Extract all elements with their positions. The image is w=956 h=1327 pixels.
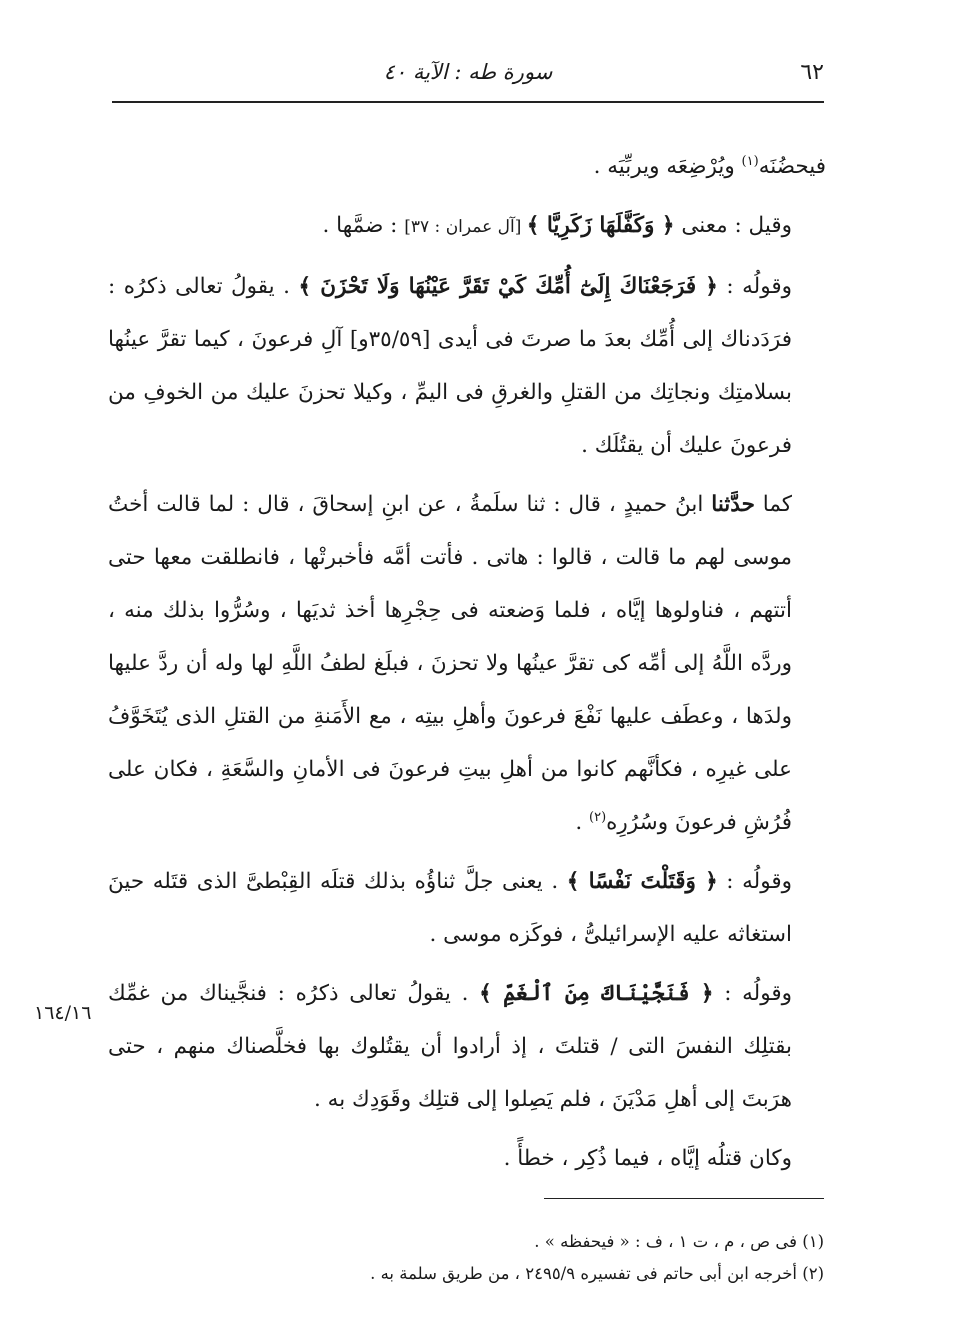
- quran-verse: ﴿ فَرَجَعْنَاكَ إِلَىٰٓ أُمِّكَ كَيْ تَقَرَّ عَيْنُهَا وَلَا تَحْزَنَ ﴾: [298, 274, 718, 299]
- footnote-2: (٢) أخرجه ابن أبى حاتم فى تفسيره ٢٤٩٥/٩ ، من طريق سلمة به .: [370, 1264, 824, 1283]
- footnote-rule: [544, 1198, 824, 1199]
- quran-verse: ﴿ وَقَتَلْتَ نَفْسًا ﴾: [566, 869, 718, 894]
- text-segment: وقولُه :: [713, 981, 793, 1006]
- page-number: ٦٢: [800, 60, 824, 85]
- text-segment: ابنُ حميدٍ ، قال : ثنا سلَمةُ ، عن ابنِ إسحاقَ ، قال : لما قالت أختُ موسى لهم ما قالت ، قالوا : هاتى . فأتت أمَّه فأخبرتْها ، فانطلقت معها حتى أتتهم ، فناولوها إيَّاه ، فلما وَضعته فى حِجْرِها أخذ ثديَها ، وسُرُّوا بذلك منه ، وردَّه اللَّهُ إلى أمِّه كى تقرَّ عينُها ولا تحزنَ ، فبلَغ لطفُ اللَّهِ لها وله أن ردَّ عليها ولدَها ، وعطَف عليها نَفْعَ فرعونَ وأهلِ بيتِه ، مع الأَمَنةِ من القتلِ الذى يُتَخَوَّفُ على غيرِه ، فكأنَّهم كانوا من أهلِ بيتِ فرعونَ فى الأمانِ والسَّعَةِ ، فكان على فُرُشِ فرعونَ وسُرُرِه: [108, 492, 792, 835]
- paragraph: [108, 478, 826, 849]
- running-title: سورة طه : الآية ٤٠: [383, 60, 553, 84]
- text-segment: فيحضُنَه: [758, 154, 826, 179]
- footnote-marker: (١): [741, 153, 759, 169]
- footnote-1: (١) فى ص ، م ، ت ١ ، ف : « فيحفظه » .: [534, 1232, 824, 1251]
- verse-reference: [آل عمران : ٣٧]: [404, 217, 527, 237]
- paragraph: [108, 140, 826, 193]
- header-rule: [112, 101, 824, 103]
- text-segment: ويُرْضِعَه ويربِّيَه .: [593, 154, 742, 179]
- text-segment: وقولُه :: [717, 869, 792, 894]
- footnotes: [112, 1226, 824, 1290]
- margin-reference: ١٦٤/١٦: [34, 1002, 92, 1024]
- quran-verse: ﴿ فَنَجَّيْنَاكَ مِنَ ٱلْغَمِّ ﴾: [479, 981, 714, 1006]
- quran-verse: ﴿ وَكَفَّلَهَا زَكَرِيَّا ﴾: [526, 213, 675, 238]
- text-segment: . يقولُ تعالى ذكرُه : فنجَّيناك من غمِّك بقتلِك النفسَ التى / قتلتَ ، إذ أرادوا أن يقتُلوك بها فخلَّصناك منهم ، حتى هرَبتَ إلى أهلِ مَدْيَنَ ، فلم يَصِلوا إلى قتلِك وقَوَدِك به .: [108, 981, 792, 1112]
- text-segment: . يعنى جلَّ ثناؤُه بذلك قتلَه القِبْطىَّ الذى قتَله حينَ استغاثه عليه الإسرائيلىُّ ، فوكَزه موسى .: [108, 869, 792, 947]
- paragraph: [108, 967, 826, 1126]
- text-segment: . يقولُ تعالى ذكرُه : فرَدَدناك إلى أُمِّك بعدَ ما صرتَ فى أيدى [٣٥/٥٩و] آلِ فرعونَ ، كيما تقرَّ عينُها بسلامتِك ونجاتِك من القتلِ والغرقِ فى اليمِّ ، وكيلا تحزنَ عليك من الخوفِ من فرعونَ عليك أن يقتُلَك .: [108, 274, 792, 458]
- text-segment: وكان قتلُه إيَّاه ، فيما ذُكِر ، خطأً .: [503, 1146, 792, 1171]
- paragraph: [108, 1132, 826, 1185]
- footnote-marker: (٢): [589, 809, 607, 825]
- paragraph: [108, 260, 826, 472]
- page-header: [112, 58, 824, 92]
- text-segment: وقيل : معنى: [674, 213, 792, 238]
- paragraph: [108, 855, 826, 961]
- paragraph: [108, 199, 826, 254]
- text-segment: : ضمَّها .: [322, 213, 405, 238]
- text-segment: .: [575, 810, 590, 835]
- isnad-keyword: حدَّثنا: [711, 492, 755, 517]
- main-text: [108, 140, 826, 1191]
- text-segment: وقولُه :: [717, 274, 793, 299]
- text-segment: كما: [754, 492, 792, 517]
